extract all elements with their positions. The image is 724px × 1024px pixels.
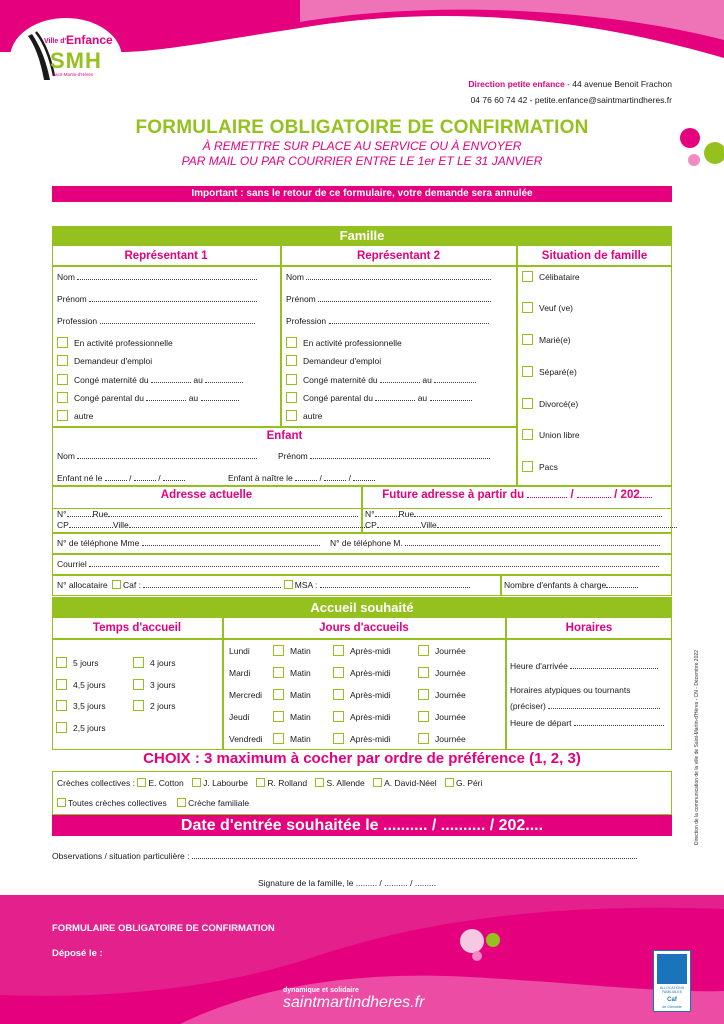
divider bbox=[52, 265, 672, 267]
day-mardi: Mardi bbox=[229, 668, 251, 678]
vendredi-matin[interactable]: Matin bbox=[273, 733, 311, 744]
deco-dot bbox=[486, 933, 500, 947]
rep1-opt-autre[interactable]: autre bbox=[57, 410, 93, 421]
caf-text-2: Caf bbox=[667, 997, 677, 1003]
adresse-actuelle-rue[interactable]: N° Rue bbox=[57, 509, 358, 519]
rep2-profession[interactable]: Profession bbox=[286, 316, 489, 326]
form-title: FORMULAIRE OBLIGATOIRE DE CONFIRMATION bbox=[135, 117, 589, 138]
mardi-apres-midi[interactable]: Après-midi bbox=[333, 667, 391, 678]
heure-depart[interactable]: Heure de départ bbox=[510, 718, 664, 728]
situation-marie[interactable]: Marié(e) bbox=[522, 334, 571, 345]
form-instruction-1: À REMETTRE SUR PLACE AU SERVICE OU À ENVOYER bbox=[202, 139, 522, 153]
courriel[interactable]: Courriel bbox=[57, 559, 659, 569]
caf-logo bbox=[653, 950, 691, 1012]
divider bbox=[505, 618, 507, 750]
footer-slogan bbox=[283, 987, 424, 1012]
divider bbox=[52, 638, 672, 640]
situation-celibataire[interactable]: Célibataire bbox=[522, 271, 580, 282]
form-instruction-2: PAR MAIL OU PAR COURRIER ENTRE LE 1er ET LE 31 JANVIER bbox=[181, 154, 543, 168]
heure-arrivee[interactable]: Heure d'arrivée bbox=[510, 661, 658, 671]
rep1-opt-maternite[interactable]: Congé maternité du au bbox=[57, 374, 243, 385]
vendredi-journee[interactable]: Journée bbox=[418, 733, 466, 744]
caf-text-3: de Grenoble bbox=[662, 1005, 682, 1009]
slogan-line-2: saintmartindheres.fr bbox=[283, 994, 425, 1011]
toutes-creches[interactable]: Toutes crèches collectives bbox=[57, 798, 167, 808]
rep2-opt-activite[interactable]: En activité professionnelle bbox=[286, 337, 402, 348]
date-entree-banner: Date d'entrée souhaitée le .......... / .......... / 202.... bbox=[52, 815, 672, 836]
famille-header: Famille bbox=[52, 226, 672, 246]
rep1-opt-parental[interactable]: Congé parental du au bbox=[57, 392, 239, 403]
signature-field[interactable]: Signature de la famille, le ......... / .......... / ......... bbox=[258, 878, 437, 888]
jours-accueil-header: Jours d'accueils bbox=[319, 622, 409, 634]
adresse-actuelle-cp[interactable]: CP Ville bbox=[57, 520, 369, 530]
temps-3-5[interactable]: 3,5 jours bbox=[56, 700, 106, 711]
contact-phone-email: 04 76 60 74 42 - petite.enfance@saintmartindheres.fr bbox=[470, 95, 672, 105]
observations-field[interactable]: Observations / situation particulière : bbox=[52, 851, 637, 861]
horaires-header: Horaires bbox=[565, 622, 613, 634]
rep1-header: Représentant 1 bbox=[124, 250, 208, 262]
logo-ville-text: Ville d' bbox=[44, 38, 67, 45]
lundi-matin[interactable]: Matin bbox=[273, 645, 311, 656]
temps-2-5[interactable]: 2,5 jours bbox=[56, 722, 106, 733]
creche-david-neel[interactable]: A. David-Néel bbox=[373, 778, 436, 788]
choix-row bbox=[57, 778, 482, 788]
temps-accueil-header: Temps d'accueil bbox=[92, 622, 182, 634]
temps-2[interactable]: 2 jours bbox=[133, 700, 176, 711]
rep1-opt-activite[interactable]: En activité professionnelle bbox=[57, 337, 173, 348]
situation-header: Situation de famille bbox=[541, 250, 648, 262]
adresse-future-header: Future adresse à partir du / / 202 bbox=[362, 489, 672, 501]
jeudi-journee[interactable]: Journée bbox=[418, 711, 466, 722]
rep1-prenom[interactable]: Prénom bbox=[57, 294, 257, 304]
enfant-a-naitre[interactable]: Enfant à naître le / / bbox=[228, 473, 375, 483]
day-lundi: Lundi bbox=[229, 646, 250, 656]
divider bbox=[222, 618, 224, 750]
mardi-journee[interactable]: Journée bbox=[418, 667, 466, 678]
lundi-apres-midi[interactable]: Après-midi bbox=[333, 645, 391, 656]
divider bbox=[516, 246, 518, 485]
day-vendredi: Vendredi bbox=[229, 734, 263, 744]
rep1-nom[interactable]: Nom bbox=[57, 272, 257, 282]
rep1-profession[interactable]: Profession bbox=[57, 316, 255, 326]
rep2-header: Représentant 2 bbox=[356, 250, 441, 262]
contact-block bbox=[468, 76, 672, 108]
day-mercredi: Mercredi bbox=[229, 690, 263, 700]
caf-text-1: ALLOCATIONS FAMILIALES bbox=[659, 986, 685, 994]
tel-mme[interactable]: N° de téléphone Mme bbox=[57, 538, 320, 548]
adresse-future-rue[interactable]: N° Rue bbox=[365, 509, 662, 519]
rep2-opt-parental[interactable]: Congé parental du au bbox=[286, 392, 472, 403]
day-jeudi: Jeudi bbox=[229, 712, 250, 722]
contact-address: - 44 avenue Benoit Frachon bbox=[564, 79, 672, 89]
rep2-nom[interactable]: Nom bbox=[286, 272, 491, 282]
creche-familiale[interactable]: Crèche familiale bbox=[177, 798, 249, 808]
rep2-opt-autre[interactable]: autre bbox=[286, 410, 322, 421]
enfant-nom[interactable]: Nom bbox=[57, 451, 257, 461]
horaires-atypiques[interactable]: Horaires atypiques ou tournants (préciser) bbox=[510, 682, 660, 714]
situation-pacs[interactable]: Pacs bbox=[522, 461, 558, 472]
side-credit: Direction de la communication de la ville de Saint-Martin-d'Hères - CN - Décembre 2022 bbox=[694, 650, 700, 845]
vendredi-apres-midi[interactable]: Après-midi bbox=[333, 733, 391, 744]
rep2-prenom[interactable]: Prénom bbox=[286, 294, 491, 304]
allocataire[interactable]: N° allocataire Caf : MSA : bbox=[57, 580, 470, 590]
situation-veuf[interactable]: Veuf (ve) bbox=[522, 302, 573, 313]
enfant-ne-le[interactable]: Enfant né le / / bbox=[57, 473, 185, 483]
creche-labourbe[interactable]: J. Labourbe bbox=[192, 778, 248, 788]
situation-divorce[interactable]: Divorcé(e) bbox=[522, 398, 578, 409]
form-title-block bbox=[0, 117, 724, 169]
situation-separe[interactable]: Séparé(e) bbox=[522, 366, 577, 377]
rep2-opt-demandeur[interactable]: Demandeur d'emploi bbox=[286, 355, 381, 366]
jeudi-matin[interactable]: Matin bbox=[273, 711, 311, 722]
temps-3[interactable]: 3 jours bbox=[133, 679, 176, 690]
creche-allende[interactable]: S. Allende bbox=[315, 778, 364, 788]
contact-direction: Direction petite enfance bbox=[468, 79, 565, 89]
mercredi-journee[interactable]: Journée bbox=[418, 689, 466, 700]
footer-title: FORMULAIRE OBLIGATOIRE DE CONFIRMATION bbox=[52, 923, 275, 934]
choix-row-2 bbox=[57, 798, 249, 808]
creche-cotton[interactable]: E. Cotton bbox=[137, 778, 183, 788]
footer-depose: Déposé le : bbox=[52, 948, 103, 959]
lundi-journee[interactable]: Journée bbox=[418, 645, 466, 656]
logo-enfance-text: Enfance bbox=[66, 33, 113, 47]
deco-dot bbox=[460, 929, 484, 953]
temps-5[interactable]: 5 jours bbox=[56, 657, 99, 668]
rep2-opt-maternite[interactable]: Congé maternité du au bbox=[286, 374, 476, 385]
slogan-line-1: dynamique et solidaire bbox=[283, 987, 359, 994]
important-banner: Important : sans le retour de ce formulaire, votre demande sera annulée bbox=[52, 186, 672, 202]
adresse-actuelle-header: Adresse actuelle bbox=[160, 489, 253, 501]
divider bbox=[52, 426, 517, 428]
tel-m[interactable]: N° de téléphone M. bbox=[330, 538, 660, 548]
temps-4-5[interactable]: 4,5 jours bbox=[56, 679, 106, 690]
logo-subtitle: Saint-Martin-d'Hères bbox=[52, 72, 94, 77]
nb-enfants[interactable]: Nombre d'enfants à charge bbox=[504, 580, 638, 590]
logo-smh-text: SMH bbox=[50, 48, 102, 73]
enfant-header: Enfant bbox=[266, 430, 303, 442]
mercredi-matin[interactable]: Matin bbox=[273, 689, 311, 700]
mardi-matin[interactable]: Matin bbox=[273, 667, 311, 678]
temps-4[interactable]: 4 jours bbox=[133, 657, 176, 668]
deco-dot bbox=[472, 951, 482, 961]
creche-rolland[interactable]: R. Rolland bbox=[256, 778, 307, 788]
caf-emblem-icon bbox=[657, 954, 687, 984]
accueil-header: Accueil souhaité bbox=[52, 597, 672, 618]
adresse-future-cp[interactable]: CP Ville bbox=[365, 520, 677, 530]
choix-title: CHOIX : 3 maximum à cocher par ordre de préférence (1, 2, 3) bbox=[143, 750, 581, 767]
situation-union-libre[interactable]: Union libre bbox=[522, 429, 580, 440]
creche-peri[interactable]: G. Péri bbox=[445, 778, 482, 788]
divider bbox=[280, 246, 282, 427]
mercredi-apres-midi[interactable]: Après-midi bbox=[333, 689, 391, 700]
rep1-opt-demandeur[interactable]: Demandeur d'emploi bbox=[57, 355, 152, 366]
creches-label: Crèches collectives : bbox=[57, 778, 135, 788]
enfant-prenom[interactable]: Prénom bbox=[278, 451, 490, 461]
jeudi-apres-midi[interactable]: Après-midi bbox=[333, 711, 391, 722]
